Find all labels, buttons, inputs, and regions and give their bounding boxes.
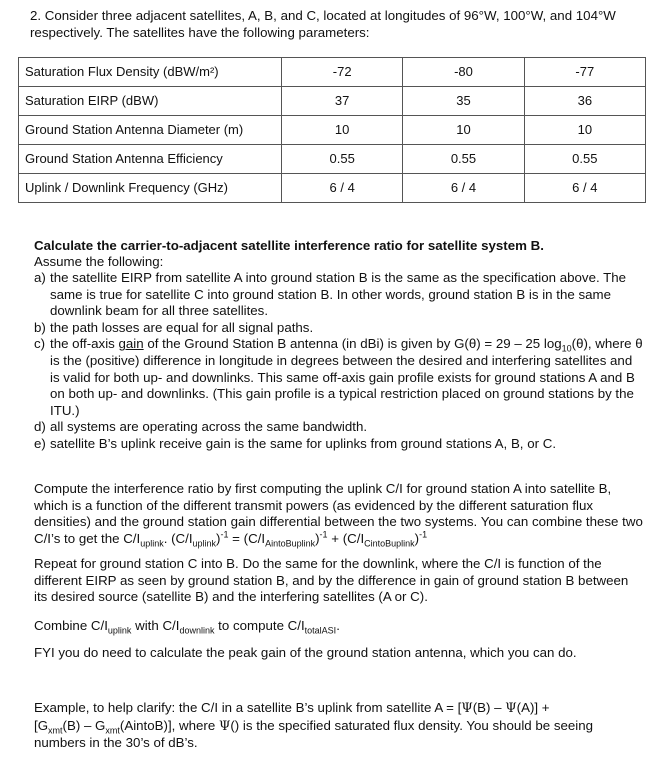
formula-part: ) bbox=[216, 530, 221, 546]
example-text: (A)] + bbox=[516, 700, 550, 715]
list-item bbox=[34, 320, 644, 337]
assumption-text: the path losses are equal for all signal paths. bbox=[50, 319, 314, 335]
psi-symbol: Ψ bbox=[505, 701, 517, 716]
formula-part: ) bbox=[414, 530, 420, 546]
table-row bbox=[19, 116, 646, 145]
assumption-text: the satellite EIRP from satellite A into ground station B is the same as the specification above. The same is true for satellite C into ground station B. In other words, ground station B is in the same downlink beam for all three satellites. bbox=[50, 270, 627, 319]
table-row bbox=[19, 87, 646, 116]
table-row bbox=[19, 145, 646, 174]
list-item bbox=[34, 436, 644, 453]
value-satellite-b: 0.55 bbox=[403, 145, 524, 174]
value-satellite-c: 6 / 4 bbox=[524, 174, 645, 203]
example-text: () is the specified saturated flux density. You should be seeing numbers in the 30’s of dB’s. bbox=[34, 717, 594, 751]
example-text: (B) – G bbox=[62, 717, 106, 733]
subscript: downlink bbox=[179, 625, 215, 636]
combine-paragraph bbox=[34, 618, 644, 635]
superscript: -1 bbox=[220, 529, 229, 540]
superscript: -1 bbox=[419, 529, 428, 540]
example-text: Example, to help clarify: the C/I in a satellite B’s uplink from satellite A = [ bbox=[34, 700, 462, 715]
combine-text: to compute C/I bbox=[214, 618, 305, 633]
example-paragraph bbox=[34, 700, 644, 752]
value-satellite-b: 6 / 4 bbox=[403, 174, 524, 203]
formula-part: + (C/I bbox=[327, 530, 365, 546]
value-satellite-a: 37 bbox=[282, 87, 403, 116]
list-marker: c) bbox=[34, 336, 46, 352]
formula-part: . (C/I bbox=[163, 530, 193, 546]
assumption-text-mid: of the Ground Station B antenna (in dBi) is given by G(θ) = 29 – 25 log bbox=[143, 336, 562, 352]
subscript: totalASI bbox=[304, 625, 337, 636]
value-satellite-c: 0.55 bbox=[524, 145, 645, 174]
list-item bbox=[34, 419, 644, 436]
task-heading: Calculate the carrier-to-adjacent satellite interference ratio for satellite system B. bbox=[34, 238, 544, 253]
subscript: xmt bbox=[105, 725, 120, 736]
value-satellite-c: 10 bbox=[524, 116, 645, 145]
subscript: uplink bbox=[140, 538, 164, 549]
value-satellite-b: 35 bbox=[403, 87, 524, 116]
assumption-text: all systems are operating across the same bandwidth. bbox=[50, 419, 368, 435]
table-row bbox=[19, 174, 646, 203]
subscript: uplink bbox=[192, 538, 217, 549]
parameters-table bbox=[18, 57, 646, 203]
row-label: Ground Station Antenna Diameter (m) bbox=[19, 116, 282, 145]
formula-part: = (C/I bbox=[228, 530, 266, 546]
psi-symbol: Ψ bbox=[461, 701, 473, 716]
row-label: Uplink / Downlink Frequency (GHz) bbox=[19, 174, 282, 203]
value-satellite-c: 36 bbox=[524, 87, 645, 116]
value-satellite-a: 10 bbox=[282, 116, 403, 145]
assumption-text: satellite B’s uplink receive gain is the same for uplinks from ground stations A, B, or C. bbox=[50, 435, 557, 451]
list-marker: d) bbox=[34, 419, 46, 435]
value-satellite-a: -72 bbox=[282, 58, 403, 87]
row-label: Saturation Flux Density (dBW/m²) bbox=[19, 58, 282, 87]
fyi-paragraph: FYI you do need to calculate the peak gain of the ground station antenna, which you can do. bbox=[34, 645, 577, 660]
assumption-text-pre: the off-axis bbox=[50, 336, 119, 352]
combine-text: Combine C/I bbox=[34, 618, 108, 633]
assumption-text-post: (θ), where θ is the (positive) difference in longitude in degrees between the desired and interfering satellites and is valid for both up- and downlinks. This same off-axis gain profile exists for ground stations A and B on both up- and downlinks. (This gain profile is a typical restriction placed on ground stations by the ITU.) bbox=[50, 336, 643, 418]
combine-text: with C/I bbox=[131, 618, 180, 633]
value-satellite-a: 0.55 bbox=[282, 145, 403, 174]
compute-paragraph bbox=[34, 481, 644, 547]
subscript: AintoBuplink bbox=[265, 538, 316, 549]
list-item bbox=[34, 270, 644, 320]
value-satellite-b: -80 bbox=[403, 58, 524, 87]
assumption-list bbox=[34, 270, 644, 453]
question-text: 2. Consider three adjacent satellites, A, B, and C, located at longitudes of 96°W, 100°W, and 104°W respectively. The satellites have the following parameters: bbox=[30, 8, 616, 40]
list-marker: b) bbox=[34, 319, 46, 335]
log-base: 10 bbox=[561, 344, 572, 355]
value-satellite-b: 10 bbox=[403, 116, 524, 145]
example-text: [G bbox=[34, 717, 49, 733]
subscript: CintoBuplink bbox=[364, 538, 415, 549]
row-label: Saturation EIRP (dBW) bbox=[19, 87, 282, 116]
subscript: xmt bbox=[48, 725, 63, 736]
repeat-paragraph: Repeat for ground station C into B. Do the same for the downlink, where the C/I is function of the different EIRP as seen by ground station B, and by the difference in gain of ground station B between its desired source (satellite B) and the interfering satellites (A or C). bbox=[34, 556, 629, 605]
example-text: (B) – bbox=[472, 700, 506, 715]
value-satellite-a: 6 / 4 bbox=[282, 174, 403, 203]
example-text: (AintoB)], where bbox=[119, 717, 219, 733]
assume-label: Assume the following: bbox=[34, 254, 164, 269]
underlined-word: gain bbox=[118, 336, 144, 352]
compute-text: Compute the interference ratio by first computing the uplink C/I for ground station A into satellite B, which is a function of the different transmit powers (as evidenced by the different saturation flux densities) and the ground station gain differential between the two systems. You can combine these two C/I’s to get the C/I bbox=[34, 481, 643, 546]
list-marker: a) bbox=[34, 270, 46, 285]
value-satellite-c: -77 bbox=[524, 58, 645, 87]
row-label: Ground Station Antenna Efficiency bbox=[19, 145, 282, 174]
list-marker: e) bbox=[34, 435, 46, 451]
table-row bbox=[19, 58, 646, 87]
psi-symbol: Ψ bbox=[218, 718, 231, 734]
list-item bbox=[34, 336, 644, 419]
formula-part: ) bbox=[315, 530, 320, 546]
combine-text: . bbox=[336, 618, 340, 633]
superscript: -1 bbox=[319, 529, 328, 540]
subscript: uplink bbox=[107, 625, 132, 636]
